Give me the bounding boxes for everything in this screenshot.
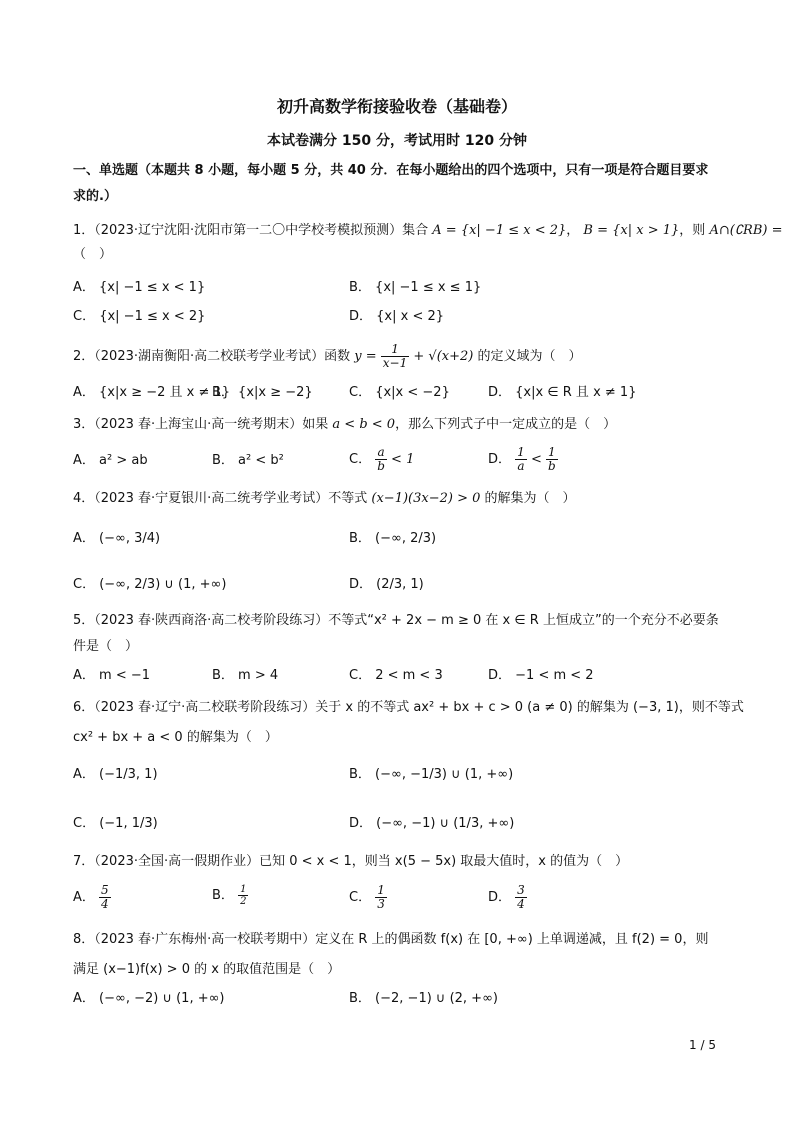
question-3-option-d[interactable]: [488, 446, 558, 473]
question-4-option-d[interactable]: D． (2/3, 1): [349, 577, 424, 592]
question-7-option-d-numerator: 3: [517, 883, 525, 897]
question-3-option-d-fraction-1: [515, 446, 527, 473]
question-2-option-b[interactable]: B． {x|x ≥ −2}: [212, 385, 313, 400]
question-8-option-b[interactable]: B． (−2, −1) ∪ (2, +∞): [349, 991, 498, 1006]
question-4-source: 4．（2023 春·宁夏银川·高二统考学业考试）不等式: [73, 491, 368, 506]
question-1-set-b: B = {x| x > 1}: [583, 223, 680, 238]
question-3-option-c-denominator: b: [377, 459, 385, 473]
section-heading-line-1: 一、单选题（本题共 8 小题，每小题 5 分，共 40 分．在每小题给出的四个选项中，只有一项是符合题目要求: [73, 163, 709, 178]
question-2-fraction: [381, 343, 409, 370]
page-number: 1 / 5: [689, 1038, 716, 1052]
question-5-stem-line-1: 5．（2023 春·陕西商洛·高二校考阶段练习）不等式“x² + 2x − m ≥ 0 在 x ∈ R 上恒成立”的一个充分不必要条: [73, 613, 719, 628]
question-6-option-d[interactable]: D． (−∞, −1) ∪ (1/3, +∞): [349, 816, 515, 831]
question-2-option-c[interactable]: C． {x|x < −2}: [349, 385, 450, 400]
question-7-option-d-label: D．: [488, 890, 512, 905]
question-1-option-b[interactable]: B． {x| −1 ≤ x ≤ 1}: [349, 280, 482, 295]
question-5-option-a[interactable]: A． m < −1: [73, 668, 151, 683]
question-1-option-c[interactable]: C． {x| −1 ≤ x < 2}: [73, 309, 206, 324]
question-2-function-rest: + √(x+2): [413, 349, 474, 364]
question-3-option-b[interactable]: B． a² < b²: [212, 453, 284, 468]
question-7-option-a-numerator: 5: [101, 883, 109, 897]
question-7-option-b[interactable]: [212, 884, 248, 907]
question-7-option-c-label: C．: [349, 890, 372, 905]
question-3-ask: ，那么下列式子中一定成立的是（ ）: [395, 417, 617, 432]
question-8-stem-line-2: 满足 (x−1)f(x) > 0 的 x 的取值范围是（ ）: [73, 962, 341, 977]
question-1-stem: 1．（2023·辽宁沈阳·沈阳市第一二〇中学校考模拟预测）集合 A = {x| −1 ≤ x < 2}， B = {x| x > 1}，则 A∩(∁RB) =: [73, 223, 783, 238]
question-7-option-a-denominator: 4: [101, 897, 109, 911]
question-4-stem: [73, 490, 576, 508]
question-3-condition: a < b < 0: [332, 417, 396, 432]
question-3-option-d-label: D．: [488, 452, 512, 467]
question-6-stem-line-1: 6．（2023 春·辽宁·高二校联考阶段练习）关于 x 的不等式 ax² + bx + c > 0 (a ≠ 0) 的解集为 (−3, 1)，则不等式: [73, 700, 744, 715]
question-4-inequality: (x−1)(3x−2) > 0: [371, 491, 481, 506]
question-3-option-c-label: C．: [349, 452, 372, 467]
question-6-option-b[interactable]: B． (−∞, −1/3) ∪ (1, +∞): [349, 767, 514, 782]
question-1-option-d[interactable]: D． {x| x < 2}: [349, 309, 445, 324]
question-7-option-d-denominator: 4: [517, 897, 525, 911]
question-8-stem-line-1: 8．（2023 春·广东梅州·高一校联考期中）定义在 R 上的偶函数 f(x) 在 [0, +∞) 上单调递减，且 f(2) = 0，则: [73, 932, 709, 947]
question-2-stem: [73, 343, 582, 370]
question-7-option-c-numerator: 1: [377, 883, 385, 897]
question-3-option-d-fraction-2: [546, 446, 558, 473]
question-1-set-a: A = {x| −1 ≤ x < 2}: [432, 223, 567, 238]
question-1-source: 1．（2023·辽宁沈阳·沈阳市第一二〇中学校考模拟预测）集合: [73, 223, 429, 238]
question-4-option-b[interactable]: B． (−∞, 2/3): [349, 531, 437, 546]
question-1-expression: A∩(∁RB) =: [709, 223, 783, 238]
question-7-option-b-numerator: 1: [240, 884, 247, 895]
exam-info: 本试卷满分 150 分，考试用时 120 分钟: [267, 133, 527, 149]
page-title: 初升高数学衔接验收卷（基础卷）: [276, 97, 517, 116]
question-7-option-a-label: A．: [73, 890, 95, 905]
question-3-option-c-rest: < 1: [391, 452, 415, 467]
question-2-ask: 的定义域为（ ）: [477, 349, 582, 364]
question-7-option-b-fraction: [238, 884, 248, 907]
question-7-option-c-denominator: 3: [377, 897, 385, 911]
question-7-option-b-label: B．: [212, 888, 234, 903]
question-5-option-c[interactable]: C． 2 < m < 3: [349, 668, 443, 683]
question-6-option-c[interactable]: C． (−1, 1/3): [73, 816, 158, 831]
question-7-stem: 7．（2023·全国·高一假期作业）已知 0 < x < 1，则当 x(5 − 5x) 取最大值时，x 的值为（ ）: [73, 854, 629, 869]
question-3-option-c-numerator: a: [375, 446, 387, 460]
section-heading-line-2: 求的.）: [73, 189, 117, 204]
question-3-option-d-numerator-1: 1: [517, 445, 525, 459]
question-4-ask: 的解集为（ ）: [484, 491, 576, 506]
question-8-option-a[interactable]: A． (−∞, −2) ∪ (1, +∞): [73, 991, 225, 1006]
question-4-option-a[interactable]: A． (−∞, 3/4): [73, 531, 161, 546]
question-7-option-c-fraction: [375, 884, 387, 911]
question-4-option-c[interactable]: C． (−∞, 2/3) ∪ (1, +∞): [73, 577, 227, 592]
question-3-option-d-numerator-2: 1: [546, 446, 558, 460]
question-3-option-d-denominator-1: a: [517, 459, 525, 473]
question-7-option-d[interactable]: [488, 884, 527, 911]
question-1-ask: ，则: [679, 223, 706, 238]
question-5-stem-line-2: 件是（ ）: [73, 639, 139, 654]
question-5-option-b[interactable]: B． m > 4: [212, 668, 279, 683]
question-7-option-c[interactable]: [349, 884, 387, 911]
question-6-stem-line-2: cx² + bx + a < 0 的解集为（ ）: [73, 730, 278, 745]
question-7-option-a[interactable]: [73, 884, 111, 911]
question-3-source: 3．（2023 春·上海宝山·高一统考期末）如果: [73, 417, 329, 432]
question-2-option-d[interactable]: D． {x|x ∈ R 且 x ≠ 1}: [488, 385, 637, 400]
question-3-stem: [73, 416, 616, 434]
question-3-option-d-relation: <: [530, 452, 542, 467]
question-7-option-b-denominator: 2: [240, 896, 247, 907]
question-7-option-d-fraction: [515, 884, 527, 911]
question-3-option-d-denominator-2: b: [547, 459, 556, 473]
question-2-source: 2．（2023·湖南衡阳·高二校联考学业考试）函数: [73, 349, 351, 364]
question-2-option-a[interactable]: A． {x|x ≥ −2 且 x ≠ 1}: [73, 385, 231, 400]
question-1-option-a[interactable]: A． {x| −1 ≤ x < 1}: [73, 280, 206, 295]
question-3-option-a[interactable]: A． a² > ab: [73, 453, 148, 468]
question-1-paren: （ ）: [73, 247, 113, 262]
question-3-option-c[interactable]: [349, 446, 414, 473]
question-7-option-a-fraction: [99, 884, 111, 911]
question-2-frac-denominator: x−1: [382, 356, 408, 370]
question-6-option-a[interactable]: A． (−1/3, 1): [73, 767, 158, 782]
question-2-frac-numerator: 1: [381, 343, 409, 357]
question-5-option-d[interactable]: D． −1 < m < 2: [488, 668, 594, 683]
question-2-function-lhs: y =: [354, 349, 377, 364]
question-3-option-c-fraction: [375, 446, 387, 473]
